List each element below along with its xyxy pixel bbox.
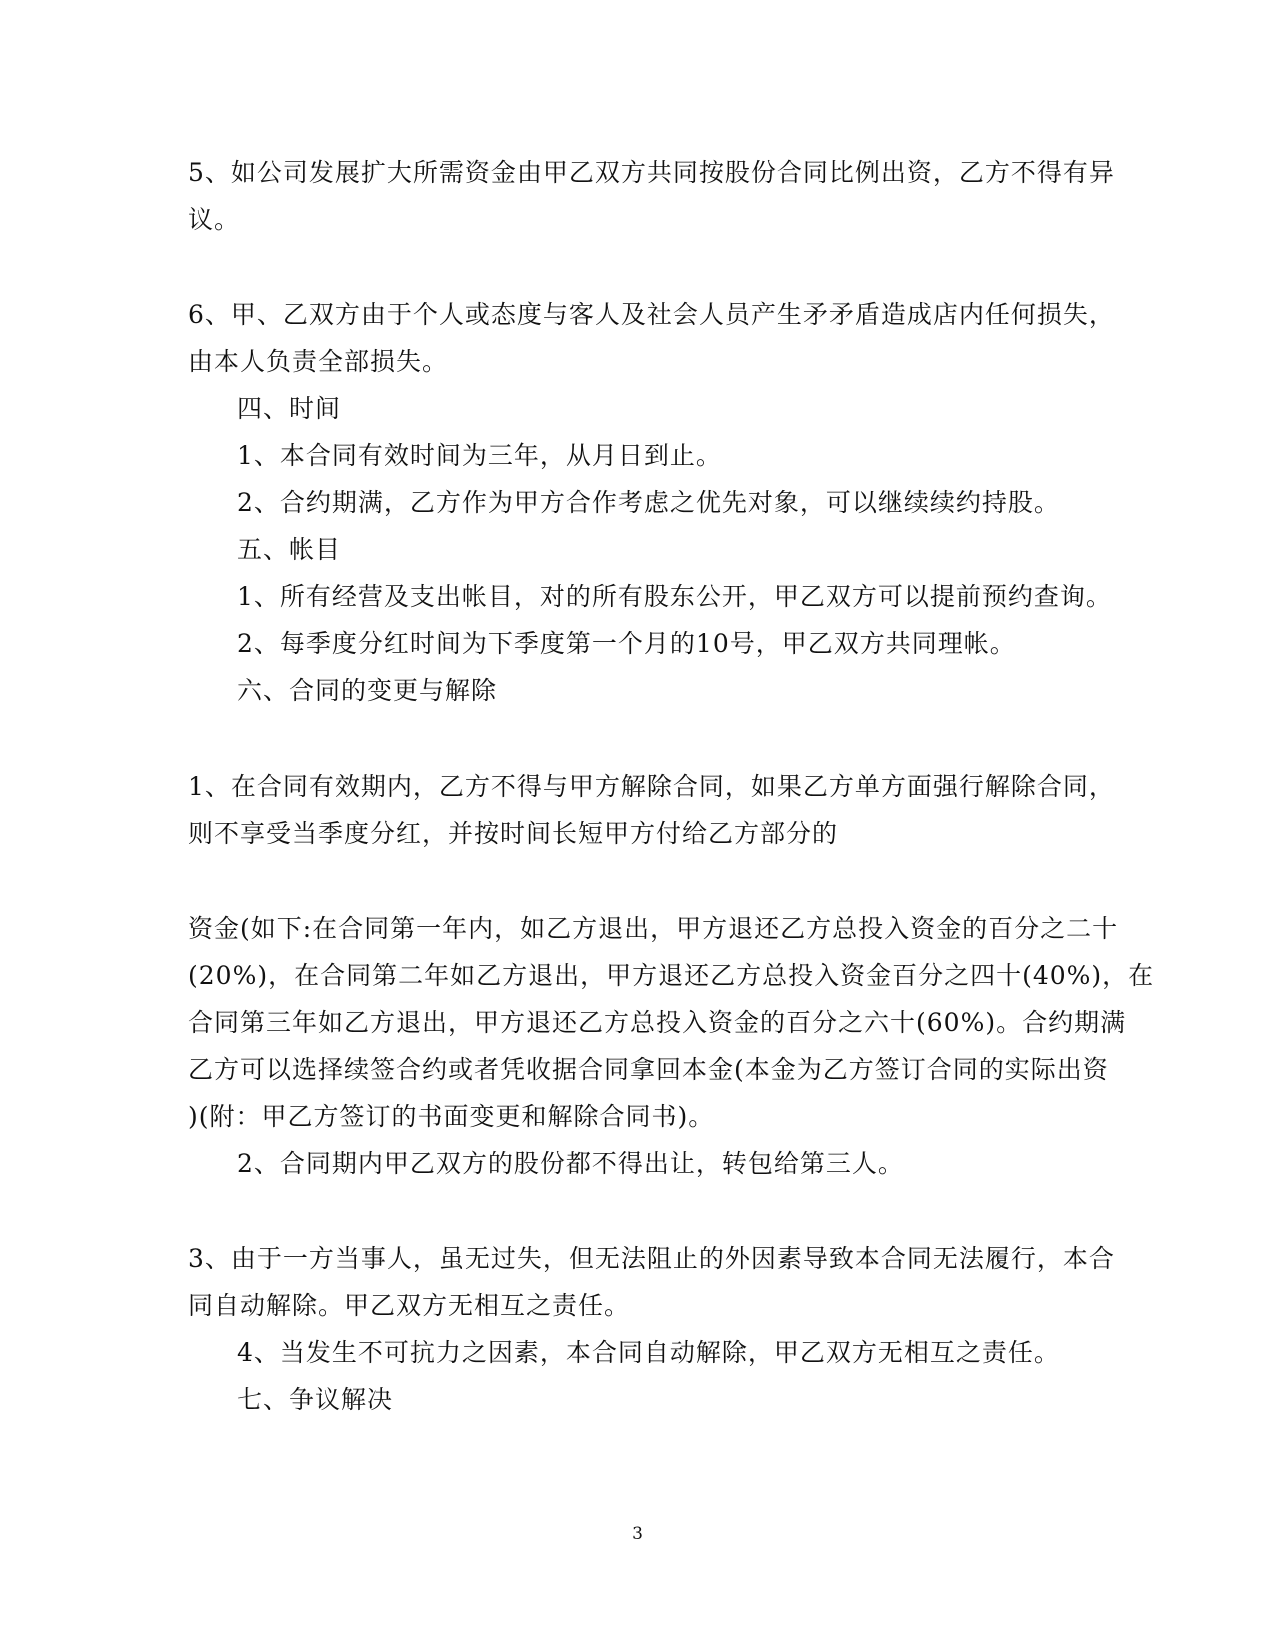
refund-paragraph-line-5: )(附：甲乙方签订的书面变更和解除合同书)。 <box>188 1102 715 1131</box>
time-clause-2: 2、合约期满，乙方作为甲方合作考虑之优先对象，可以继续续约持股。 <box>237 488 1060 517</box>
section-heading-time: 四、时间 <box>237 394 342 423</box>
termination-clause-3-line-1: 3、由于一方当事人，虽无过失，但无法阻止的外因素导致本合同无法履行，本合 <box>188 1244 1115 1273</box>
clause-6-line-1: 6、甲、乙双方由于个人或态度与客人及社会人员产生矛矛盾造成店内任何损失， <box>188 300 1115 329</box>
section-heading-change-termination: 六、合同的变更与解除 <box>237 676 498 705</box>
accounts-clause-1: 1、所有经营及支出帐目，对的所有股东公开，甲乙双方可以提前预约查询。 <box>237 582 1112 611</box>
clause-5-line-2: 议。 <box>188 205 241 234</box>
section-heading-dispute-resolution: 七、争议解决 <box>237 1385 394 1414</box>
termination-clause-1-line-1: 1、在合同有效期内，乙方不得与甲方解除合同，如果乙方单方面强行解除合同， <box>188 772 1115 801</box>
refund-paragraph-line-4: 乙方可以选择续签合约或者凭收据合同拿回本金(本金为乙方签订合同的实际出资 <box>188 1055 1109 1084</box>
refund-paragraph-line-1: 资金(如下:在合同第一年内，如乙方退出，甲方退还乙方总投入资金的百分之二十 <box>188 914 1119 943</box>
page-number: 3 <box>632 1524 643 1544</box>
clause-5-line-1: 5、如公司发展扩大所需资金由甲乙双方共同按股份合同比例出资，乙方不得有异 <box>188 158 1115 187</box>
time-clause-1: 1、本合同有效时间为三年，从月日到止。 <box>237 441 722 470</box>
accounts-clause-2: 2、每季度分红时间为下季度第一个月的10号，甲乙双方共同理帐。 <box>237 629 1016 658</box>
termination-clause-1-line-2: 则不享受当季度分红，并按时间长短甲方付给乙方部分的 <box>188 819 839 848</box>
termination-clause-3-line-2: 同自动解除。甲乙双方无相互之责任。 <box>188 1291 631 1320</box>
refund-paragraph-line-2: (20%)，在合同第二年如乙方退出，甲方退还乙方总投入资金百分之四十(40%)，在 <box>188 961 1155 990</box>
refund-paragraph-line-3: 合同第三年如乙方退出，甲方退还乙方总投入资金的百分之六十(60%)。合约期满 <box>188 1008 1127 1037</box>
clause-6-line-2: 由本人负责全部损失。 <box>188 347 449 376</box>
termination-clause-2: 2、合同期内甲乙双方的股份都不得出让，转包给第三人。 <box>237 1149 904 1178</box>
termination-clause-4: 4、当发生不可抗力之因素，本合同自动解除，甲乙双方无相互之责任。 <box>237 1338 1060 1367</box>
section-heading-accounts: 五、帐目 <box>237 535 342 564</box>
